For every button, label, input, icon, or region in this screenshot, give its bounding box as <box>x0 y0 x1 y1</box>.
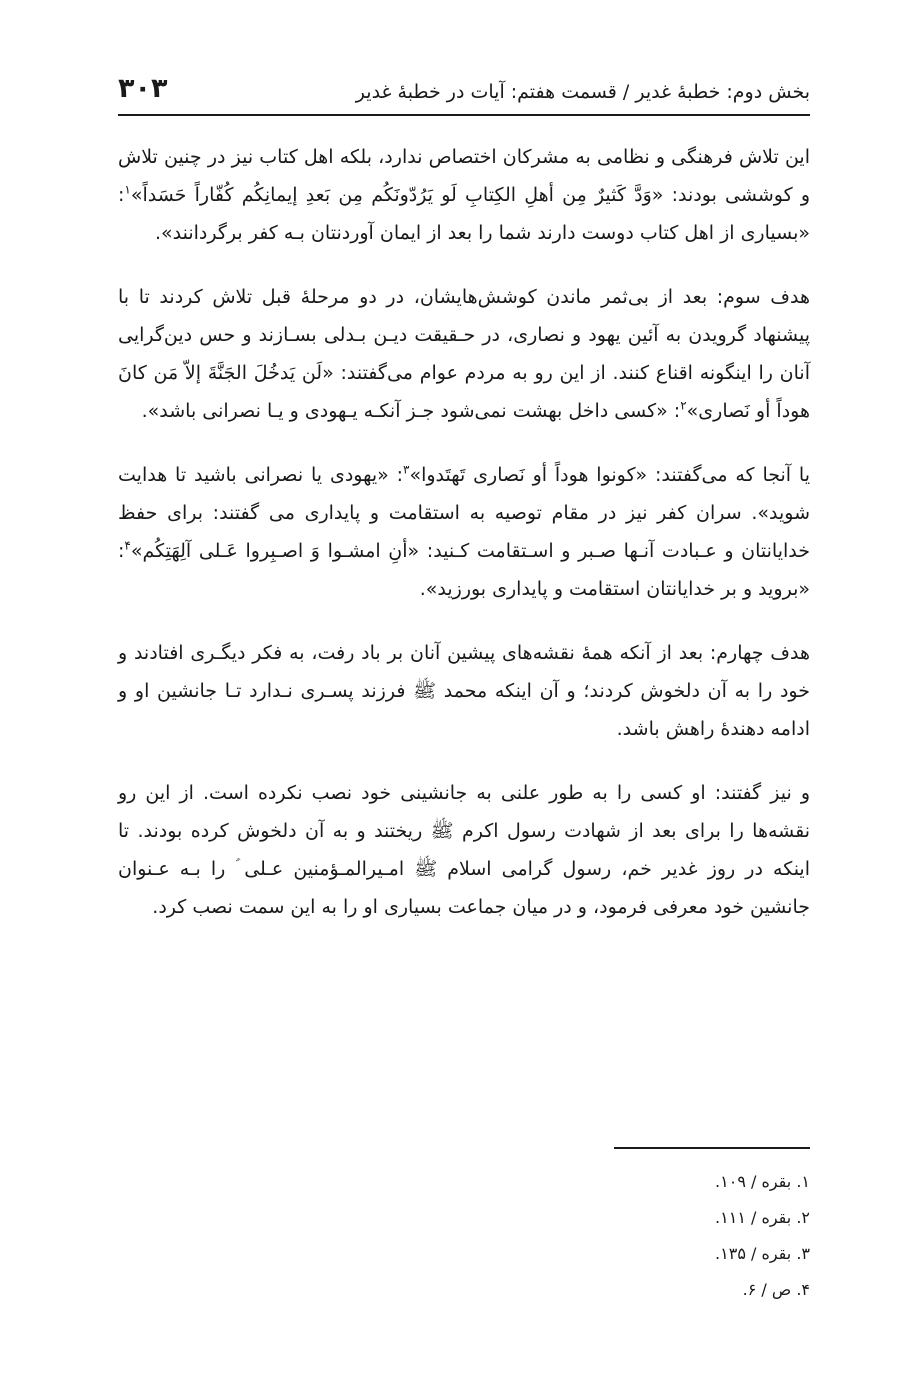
body-text <box>118 138 810 952</box>
text-run: و نیز گفتند: او کسی را به طور علنی به جانشینی خود نصب نکرده است. از این رو نقشه‌ها را برای بعد از شهادت رسول اکرم ﷺ ریختند و به آن دلخوش کرده بودند. تا اینکه در روز غدیر خم، رسول گرامی اسلام ﷺ امـیرالمـؤمنین عـلی ؑ را بـه عـنوان جانشین خود معرفی فرمود، و در میان جماعت بسیاری او را به این سمت نصب کرد. <box>118 782 810 918</box>
text-run: : «بروید و بر خدایانتان استقامت و پایداری بورزید». <box>118 540 810 600</box>
footnote-1: ۱. بقره / ۱۰۹. <box>715 1172 810 1191</box>
footnote-4: ۴. ص / ۶. <box>742 1280 810 1299</box>
text-run: هدف چهارم: بعد از آنکه همهٔ نقشه‌های پیشین آنان بر باد رفت، به فکر دیگـری افتادند و خود را به آن دلخوش کردند؛ و آن اینکه محمد ﷺ فرزند پسـری نـدارد تـا جانشین او و ادامه دهندهٔ راهش باشد. <box>118 642 810 740</box>
paragraph-1 <box>118 138 810 252</box>
paragraph-4 <box>118 634 810 748</box>
footnote-reference: ۴ <box>124 538 131 553</box>
footnote-3: ۳. بقره / ۱۳۵. <box>715 1244 810 1263</box>
text-run: هدف سوم: بعد از بی‌ثمر ماندن کوشش‌هایشان، در دو مرحلهٔ قبل تلاش کردند تا با پیشنهاد گرویدن به آئین یهود و نصاری، در حـقیقت دیـن بـدلی بسـازند و حس دین‌گرایی آنان را اینگونه اقناع کنند. از این رو به مردم عوام می‌گفتند: « <box>118 286 810 384</box>
text-run: » <box>686 400 699 422</box>
text-run: : «بسیاری از اهل کتاب دوست دارند شما را بعد از ایمان آوردنتان بـه کفر برگردانند». <box>118 184 810 244</box>
quran-verse: کونوا هوداً أو نَصاری تَهتَدوا <box>421 464 636 486</box>
text-run: : «یهودی یا نصرانی باشید تا هدایت شوید». سران کفر نیز در مقام توصیه به استقامت و پایداری می گفتند: برای حفظ خدایانتان و عـبادت آنـها صـبر و اسـتقامت کـنید: « <box>118 464 810 562</box>
footnote-divider <box>614 1147 810 1149</box>
text-run: : «کسی داخل بهشت نمی‌شود جـز آنکـه یـهودی و یـا نصرانی باشد». <box>141 400 681 422</box>
quran-verse: لَن یَدخُلَ الجَنَّةَ إلاّ مَن کانَ هوداً أو نَصاری <box>118 362 810 422</box>
paragraph-2 <box>118 278 810 430</box>
page-header <box>118 70 810 116</box>
quran-verse: أنِ امشـوا وَ اصـبِروا عَـلی آلِهَتِکُم <box>142 540 408 562</box>
footnote-reference: ۱ <box>124 182 131 197</box>
text-run: یا آنجا که می‌گفتند: « <box>635 464 810 486</box>
quran-verse: وَدَّ کَثیرٌ مِن أهلِ الکِتابِ لَو یَرُدّونَکُم مِن بَعدِ إیمانِکُم کُفّاراً حَسَداً <box>142 184 652 206</box>
footnote-reference: ۳ <box>403 462 410 477</box>
text-run: » <box>409 464 422 486</box>
footnote-reference: ۲ <box>680 398 687 413</box>
paragraph-3 <box>118 456 810 608</box>
text-run: » <box>130 184 143 206</box>
footnote-2: ۲. بقره / ۱۱۱. <box>715 1208 810 1227</box>
footnotes <box>410 1164 810 1308</box>
running-head: بخش دوم: خطبهٔ غدیر / قسمت هفتم: آیات در خطبهٔ غدیر <box>355 81 810 103</box>
text-run: این تلاش فرهنگی و نظامی به مشرکان اختصاص ندارد، بلکه اهل کتاب نیز در چنین تلاش و کوششی بودند: « <box>118 146 811 206</box>
page-number: ۳۰۳ <box>118 73 168 104</box>
paragraph-5 <box>118 774 810 926</box>
text-run: » <box>130 540 143 562</box>
